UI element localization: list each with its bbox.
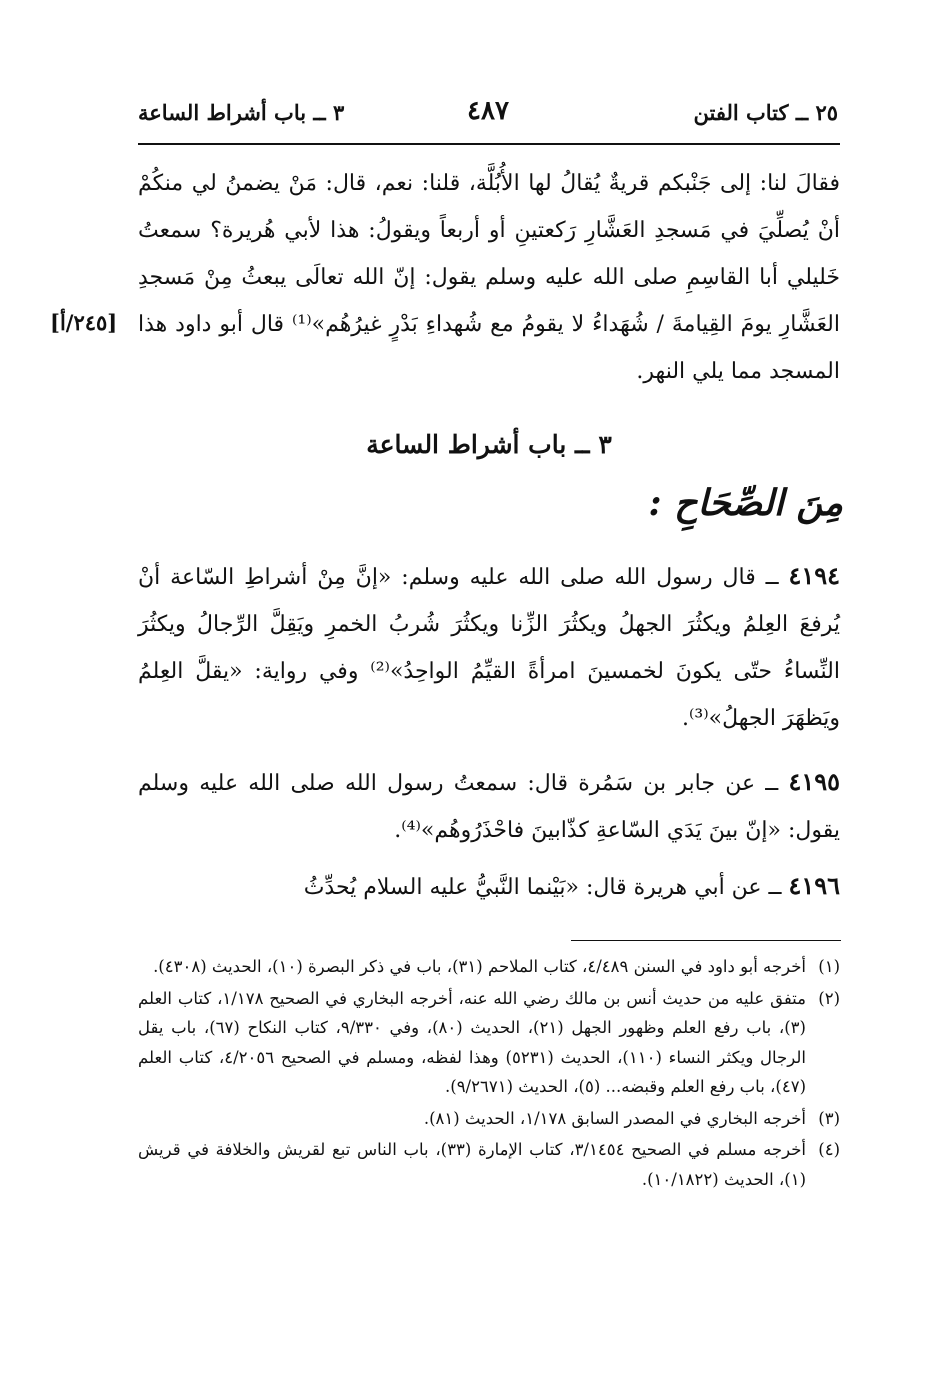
hadith-paragraph <box>138 758 840 854</box>
footnote-text: أخرجه مسلم في الصحيح ٣/١٤٥٤، كتاب الإمارة (٣٣)، باب الناس تبع لقريش والخلافة في قريش (١)، الحديث (١٠/١٨٢٢). <box>138 1140 807 1189</box>
manuscript-folio-marker: [٢٤٥/أ] <box>50 310 118 335</box>
footnote-number: (٣) <box>818 1108 840 1128</box>
footnotes <box>138 952 840 1196</box>
hadith-text: ــ عن أبي هريرة قال: «بَيْنما النَّبيُّ عليه السلام يُحدِّثُ <box>303 875 789 900</box>
footnote-text: أخرجه أبو داود في السنن ٤/٤٨٩، كتاب الملاحم (٣١)، باب في ذكر البصرة (١٠)، الحديث (٤٣٠٨). <box>153 957 806 976</box>
hadith-number: ٤١٩٤ <box>788 561 840 590</box>
header-section: ٣ ــ باب أشراط الساعة <box>138 100 345 125</box>
hadith-number: ٤١٩٥ <box>788 767 840 796</box>
page-number: ٤٨٧ <box>467 96 509 126</box>
footnote <box>138 1135 840 1194</box>
hadith-paragraph <box>138 862 840 911</box>
hadith-text: ــ عن جابر بن سَمُرة قال: سمعتُ رسول الله صلى الله عليه وسلم يقول: «إنّ بينَ يَدَي السّاعةِ كذّابينَ فاحْذَرُوهُم»⁽⁴⁾. <box>138 771 840 843</box>
footnote-number: (٢) <box>818 988 840 1008</box>
hadith-number: ٤١٩٦ <box>788 871 840 900</box>
footnote-text: أخرجه البخاري في المصدر السابق ١/١٧٨، الحديث (٨١). <box>423 1108 806 1128</box>
subsection-heading: مِنَ الصِّحَاحِ : <box>648 482 843 524</box>
intro-paragraph: فقالَ لنا: إلى جَنْبكم قريةٌ يُقالُ لها الأُبُلَّة، قلنا: نعم، قال: مَنْ يضمنُ لي منكُمْ أنْ يُصلِّيَ في مَسجدِ العَشَّارِ رَكعتينِ أو أربعاً ويقولُ: هذا لأبي هُريرة؟ سمعتُ خَليلي أبا القاسِمِ صلى الله عليه وسلم يقول: إنّ الله تعالَى يبعثُ مِنْ مَسجدِ العَشَّارِ يومَ القِيامةَ / شُهَداءُ لا يقومُ مع شُهداءِ بَدْرٍ غيرُهُم»⁽¹⁾ قال أبو داود هذا المسجد مما يلي النهر. <box>138 171 840 384</box>
footnote-text: متفق عليه من حديث أنس بن مالك رضي الله عنه، أخرجه البخاري في الصحيح ١/١٧٨، كتاب العلم (٣)، باب رفع العلم وظهور الجهل (٢١)، الحديث (٨٠)، وفي ٩/٣٣٠، كتاب النكاح (٦٧)، باب يقل الرجال ويكثر النساء (١١٠)، الحديث (٥٢٣١) وهذا لفظه، ومسلم في الصحيح ٤/٢٠٥٦، كتاب العلم (٤٧)، باب رفع العلم وقبضه... (٥)، الحديث (٩/٢٦٧١). <box>138 988 806 1096</box>
section-title: ٣ ــ باب أشراط الساعة <box>366 430 612 459</box>
hadith-text: ــ قال رسول الله صلى الله عليه وسلم: «إنَّ مِنْ أشراطِ السّاعة أنْ يُرفعَ العِلمُ ويكثُرَ الجهلُ ويكثُرَ الزِّنا ويكثُرَ شُربُ الخمرِ ويَقِلَّ الرِّجالُ ويكثُرَ النِّساءُ حتّى يكونَ لخمسينَ امرأةً القيِّمُ الواحِدُ»⁽²⁾ وفي رواية: «يقلَّ العِلمُ ويَظهَرَ الجهلُ»⁽³⁾. <box>138 565 840 731</box>
footnote <box>138 1104 840 1134</box>
hadith-paragraph <box>138 552 840 742</box>
footnote-divider <box>571 940 841 941</box>
header-chapter: ٢٥ ــ كتاب الفتن <box>693 100 838 125</box>
footnote-number: (١) <box>818 957 840 976</box>
footnote <box>138 952 840 982</box>
running-header <box>138 96 838 136</box>
footnote <box>138 984 840 1102</box>
header-divider <box>138 143 840 145</box>
footnote-number: (٤) <box>818 1140 840 1159</box>
